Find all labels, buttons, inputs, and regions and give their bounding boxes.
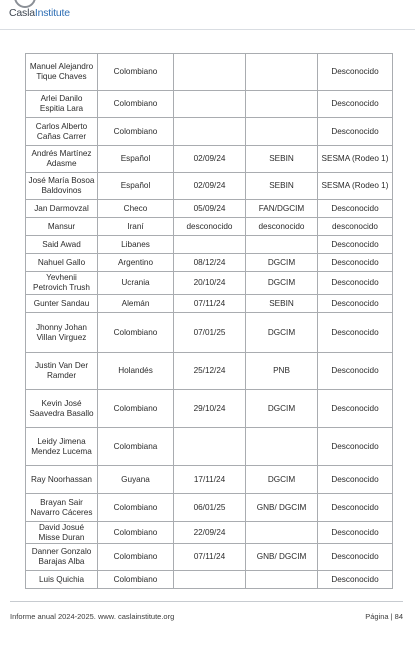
cell-status: Desconocido xyxy=(318,353,393,390)
cell-agency: SEBIN xyxy=(246,173,318,200)
cell-date xyxy=(174,571,246,589)
cell-date: 29/10/24 xyxy=(174,390,246,428)
cell-name: Nahuel Gallo xyxy=(26,254,98,272)
cell-nationality: Alemán xyxy=(98,295,174,313)
cell-status: Desconocido xyxy=(318,522,393,544)
cell-status: SESMA (Rodeo 1) xyxy=(318,146,393,173)
cell-nationality: Guyana xyxy=(98,466,174,494)
cell-name: Danner Gonzalo Barajas Alba xyxy=(26,544,98,571)
cell-status: Desconocido xyxy=(318,118,393,146)
cell-status: Desconocido xyxy=(318,466,393,494)
table-row xyxy=(26,428,393,466)
table-row xyxy=(26,313,393,353)
table-row xyxy=(26,272,393,295)
cell-date xyxy=(174,54,246,91)
table-row xyxy=(26,200,393,218)
cell-nationality: Libanes xyxy=(98,236,174,254)
cell-date: 22/09/24 xyxy=(174,522,246,544)
table-row xyxy=(26,544,393,571)
cell-nationality: Colombiano xyxy=(98,494,174,522)
cell-status: Desconocido xyxy=(318,428,393,466)
table-row xyxy=(26,173,393,200)
cell-status: Desconocido xyxy=(318,254,393,272)
footer-report-info: Informe anual 2024-2025. www. caslainstitute.org xyxy=(10,612,175,621)
cell-agency: SEBIN xyxy=(246,146,318,173)
cell-status: Desconocido xyxy=(318,54,393,91)
cell-nationality: Colombiano xyxy=(98,571,174,589)
cell-agency: GNB/ DGCIM xyxy=(246,544,318,571)
cell-nationality: Colombiana xyxy=(98,428,174,466)
cell-nationality: Español xyxy=(98,146,174,173)
cell-nationality: Iraní xyxy=(98,218,174,236)
cell-name: Carlos Alberto Cañas Carrer xyxy=(26,118,98,146)
cell-agency: DGCIM xyxy=(246,313,318,353)
cell-nationality: Holandés xyxy=(98,353,174,390)
cell-name: Leidy Jimena Mendez Lucema xyxy=(26,428,98,466)
table-row xyxy=(26,54,393,91)
cell-name: Luis Quichia xyxy=(26,571,98,589)
cell-date: 07/11/24 xyxy=(174,544,246,571)
table-row xyxy=(26,522,393,544)
cell-nationality: Ucrania xyxy=(98,272,174,295)
cell-name: Kevin José Saavedra Basallo xyxy=(26,390,98,428)
table-row xyxy=(26,353,393,390)
cell-name: Yevhenii Petrovich Trush xyxy=(26,272,98,295)
cell-agency xyxy=(246,428,318,466)
cell-status: SESMA (Rodeo 1) xyxy=(318,173,393,200)
cell-status: Desconocido xyxy=(318,91,393,118)
cell-date xyxy=(174,118,246,146)
cell-date: 17/11/24 xyxy=(174,466,246,494)
cell-agency xyxy=(246,118,318,146)
cell-status: desconocido xyxy=(318,218,393,236)
cell-name: Jhonny Johan Villan Virguez xyxy=(26,313,98,353)
cell-agency xyxy=(246,236,318,254)
header-divider xyxy=(0,29,415,30)
cell-agency: GNB/ DGCIM xyxy=(246,494,318,522)
table-row xyxy=(26,494,393,522)
cell-status: Desconocido xyxy=(318,494,393,522)
cell-name: Justin Van Der Ramder xyxy=(26,353,98,390)
table-row xyxy=(26,254,393,272)
cell-name: Mansur xyxy=(26,218,98,236)
cell-name: David Josué Misse Duran xyxy=(26,522,98,544)
cell-date: 02/09/24 xyxy=(174,146,246,173)
cell-name: José María Bosoa Baldovinos xyxy=(26,173,98,200)
cell-nationality: Colombiano xyxy=(98,390,174,428)
cell-name: Brayan Sair Navarro Cáceres xyxy=(26,494,98,522)
cell-name: Manuel Alejandro Tique Chaves xyxy=(26,54,98,91)
cell-status: Desconocido xyxy=(318,544,393,571)
cell-nationality: Colombiano xyxy=(98,522,174,544)
cell-status: Desconocido xyxy=(318,295,393,313)
cell-date: 06/01/25 xyxy=(174,494,246,522)
cell-date: 05/09/24 xyxy=(174,200,246,218)
cell-status: Desconocido xyxy=(318,390,393,428)
table-row xyxy=(26,295,393,313)
cell-date xyxy=(174,236,246,254)
table-row xyxy=(26,390,393,428)
cell-agency: DGCIM xyxy=(246,390,318,428)
table-row xyxy=(26,466,393,494)
cell-date: 25/12/24 xyxy=(174,353,246,390)
table-row xyxy=(26,146,393,173)
logo xyxy=(9,7,70,19)
detainees-table xyxy=(25,53,393,589)
logo-text-institute: Institute xyxy=(34,7,70,19)
cell-nationality: Español xyxy=(98,173,174,200)
cell-date: 08/12/24 xyxy=(174,254,246,272)
cell-nationality: Colombiano xyxy=(98,91,174,118)
page-number: Página | 84 xyxy=(365,612,403,621)
table-row xyxy=(26,236,393,254)
page-header xyxy=(0,0,415,30)
cell-date xyxy=(174,91,246,118)
cell-date: 07/11/24 xyxy=(174,295,246,313)
cell-nationality: Colombiano xyxy=(98,544,174,571)
cell-nationality: Colombiano xyxy=(98,313,174,353)
cell-status: Desconocido xyxy=(318,571,393,589)
cell-agency: DGCIM xyxy=(246,272,318,295)
cell-date: 07/01/25 xyxy=(174,313,246,353)
table-row xyxy=(26,91,393,118)
cell-agency xyxy=(246,571,318,589)
cell-agency: FAN/DGCIM xyxy=(246,200,318,218)
cell-agency: DGCIM xyxy=(246,254,318,272)
cell-date: desconocido xyxy=(174,218,246,236)
cell-nationality: Colombiano xyxy=(98,118,174,146)
cell-status: Desconocido xyxy=(318,236,393,254)
cell-date: 20/10/24 xyxy=(174,272,246,295)
cell-name: Gunter Sandau xyxy=(26,295,98,313)
cell-name: Ray Noorhassan xyxy=(26,466,98,494)
cell-agency xyxy=(246,91,318,118)
cell-date: 02/09/24 xyxy=(174,173,246,200)
cell-agency: SEBIN xyxy=(246,295,318,313)
table-row xyxy=(26,118,393,146)
cell-name: Said Awad xyxy=(26,236,98,254)
cell-name: Andrés Martínez Adasme xyxy=(26,146,98,173)
cell-status: Desconocido xyxy=(318,272,393,295)
cell-name: Arlei Danilo Espitia Lara xyxy=(26,91,98,118)
cell-date xyxy=(174,428,246,466)
footer-divider xyxy=(10,601,403,602)
cell-status: Desconocido xyxy=(318,313,393,353)
cell-name: Jan Darmovzal xyxy=(26,200,98,218)
cell-status: Desconocido xyxy=(318,200,393,218)
logo-text-casla: Casla xyxy=(9,7,35,19)
cell-agency: PNB xyxy=(246,353,318,390)
cell-nationality: Colombiano xyxy=(98,54,174,91)
cell-agency: desconocido xyxy=(246,218,318,236)
table-row xyxy=(26,218,393,236)
cell-nationality: Argentino xyxy=(98,254,174,272)
cell-agency xyxy=(246,54,318,91)
table-row xyxy=(26,571,393,589)
cell-agency xyxy=(246,522,318,544)
cell-nationality: Checo xyxy=(98,200,174,218)
cell-agency: DGCIM xyxy=(246,466,318,494)
